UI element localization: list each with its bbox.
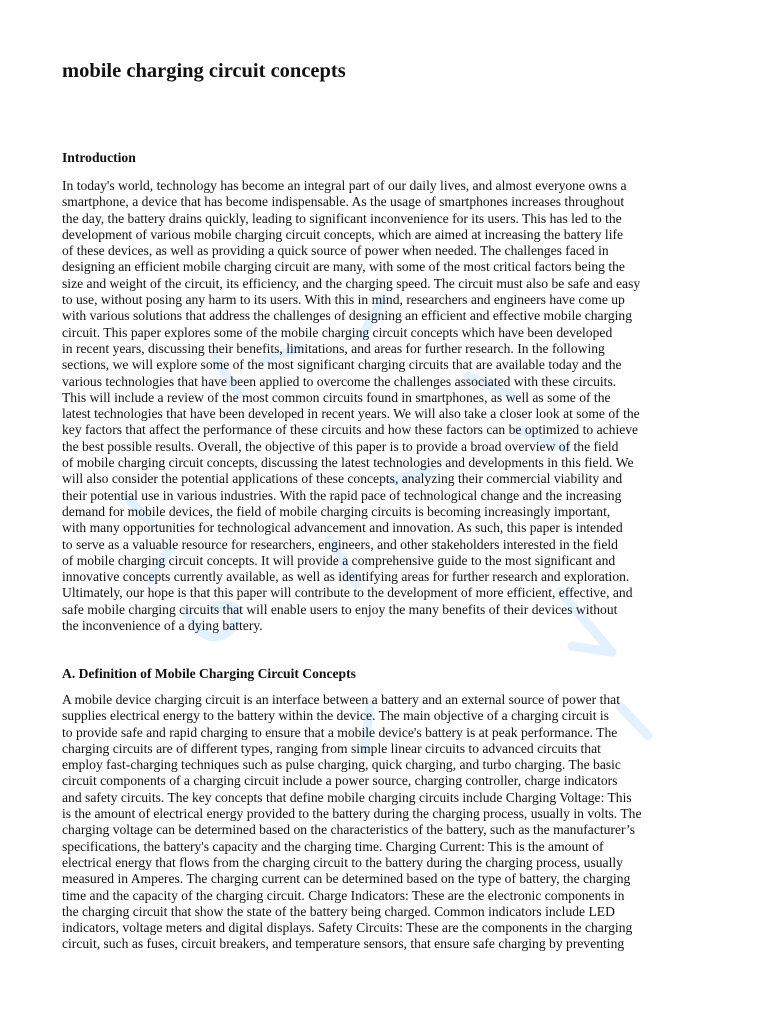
text-line: electrical energy that flows from the charging circuit to the battery during the charging process, usually — [62, 854, 623, 870]
text-line: sections, we will explore some of the most significant charging circuits that are available today and the — [62, 357, 622, 373]
paragraph-introduction — [62, 178, 722, 634]
text-line: designing an efficient mobile charging circuit are many, with some of the most critical factors being the — [62, 259, 625, 275]
text-line: is the amount of electrical energy provided to the battery during the charging process, usually in volts. The — [62, 806, 642, 822]
text-line: key factors that affect the performance of these circuits and how these factors can be optimized to achieve — [62, 422, 639, 438]
text-line: measured in Amperes. The charging current can be determined based on the type of battery, the charging — [62, 871, 631, 887]
text-line: various technologies that have been applied to overcome the challenges associated with these circuits. — [62, 373, 617, 389]
text-line: will also consider the potential applications of these concepts, analyzing their commercial viability and — [62, 471, 623, 487]
text-line: In today's world, technology has become an integral part of our daily lives, and almost everyone owns a — [62, 178, 627, 193]
section-heading-introduction: Introduction — [62, 150, 136, 165]
document-title: mobile charging circuit concepts — [62, 60, 346, 82]
text-line: safe mobile charging circuits that will enable users to enjoy the many benefits of their devices without — [62, 601, 618, 617]
text-line: in recent years, discussing their benefits, limitations, and areas for further research. In the following — [62, 340, 605, 356]
text-line: their potential use in various industries. With the rapid pace of technological change and the increasing — [62, 487, 622, 503]
text-line: to provide safe and rapid charging to ensure that a mobile device's battery is at peak performance. The — [62, 724, 618, 740]
section-heading-definition: A. Definition of Mobile Charging Circuit Concepts — [62, 666, 356, 681]
text-line: time and the capacity of the charging circuit. Charge Indicators: These are the electronic components in — [62, 887, 625, 903]
text-line: with various solutions that address the challenges of designing an efficient and effective mobile charging — [62, 308, 633, 324]
text-line: circuit components of a charging circuit include a power source, charging controller, charge indicators — [62, 773, 618, 789]
text-line: and safety circuits. The key concepts that define mobile charging circuits include Charging Voltage: This — [62, 789, 632, 805]
text-line: the day, the battery drains quickly, leading to significant inconvenience for its users. This has led to the — [62, 210, 622, 226]
text-line: circuit, such as fuses, circuit breakers, and temperature sensors, that ensure safe charging by preventing — [62, 936, 625, 952]
text-line: A mobile device charging circuit is an interface between a battery and an external source of power that — [62, 692, 620, 707]
text-line: of mobile charging circuit concepts. It will provide a comprehensive guide to the most significant and — [62, 552, 616, 568]
text-line: latest technologies that have been developed in recent years. We will also take a closer look at some of the — [62, 406, 640, 422]
text-line: This will include a review of the most common circuits found in smartphones, as well as some of the — [62, 389, 611, 405]
paragraph-definition — [62, 692, 722, 953]
text-line: smartphone, a device that has become indispensable. As the usage of smartphones increases throughout — [62, 194, 625, 210]
text-line: the best possible results. Overall, the objective of this paper is to provide a broad overview of the field — [62, 438, 619, 454]
text-line: demand for mobile devices, the field of mobile charging circuits is becoming increasingly important, — [62, 503, 611, 519]
text-line: of mobile charging circuit concepts, discussing the latest technologies and developments in this field. We — [62, 455, 634, 471]
text-line: the inconvenience of a dying battery. — [62, 618, 263, 634]
text-line: Ultimately, our hope is that this paper will contribute to the development of more efficient, effective, and — [62, 585, 633, 601]
text-line: the charging circuit that show the state of the battery being charged. Common indicators include LED — [62, 903, 615, 919]
text-line: of these devices, as well as providing a quick source of power when needed. The challenges faced in — [62, 243, 609, 259]
text-line: charging circuits are of different types, ranging from simple linear circuits to advanced circuits that — [62, 740, 601, 756]
text-line: to use, without posing any harm to its users. With this in mind, researchers and engineers have come up — [62, 292, 625, 308]
text-line: supplies electrical energy to the battery within the device. The main objective of a charging circuit is — [62, 708, 609, 724]
text-line: size and weight of the circuit, its efficiency, and the charging speed. The circuit must also be safe and easy — [62, 275, 641, 291]
text-line: innovative concepts currently available, as well as identifying areas for further research and exploration. — [62, 569, 630, 585]
text-line: to serve as a valuable resource for researchers, engineers, and other stakeholders interested in the field — [62, 536, 618, 552]
text-line: specifications, the battery's capacity and the charging time. Charging Current: This is the amount of — [62, 838, 604, 854]
text-line: employ fast-charging techniques such as pulse charging, quick charging, and turbo charging. The basic — [62, 757, 621, 773]
text-line: charging voltage can be determined based on the characteristics of the battery, such as the manufacturer’s — [62, 822, 636, 838]
text-line: development of various mobile charging circuit concepts, which are aimed at increasing the battery life — [62, 226, 624, 242]
text-line: with many opportunities for technological advancement and innovation. As such, this paper is intended — [62, 520, 623, 536]
text-line: indicators, voltage meters and digital displays. Safety Circuits: These are the components in the charging — [62, 920, 633, 936]
watermark-stroke — [572, 646, 612, 652]
text-line: circuit. This paper explores some of the mobile charging circuit concepts which have been developed — [62, 324, 613, 340]
